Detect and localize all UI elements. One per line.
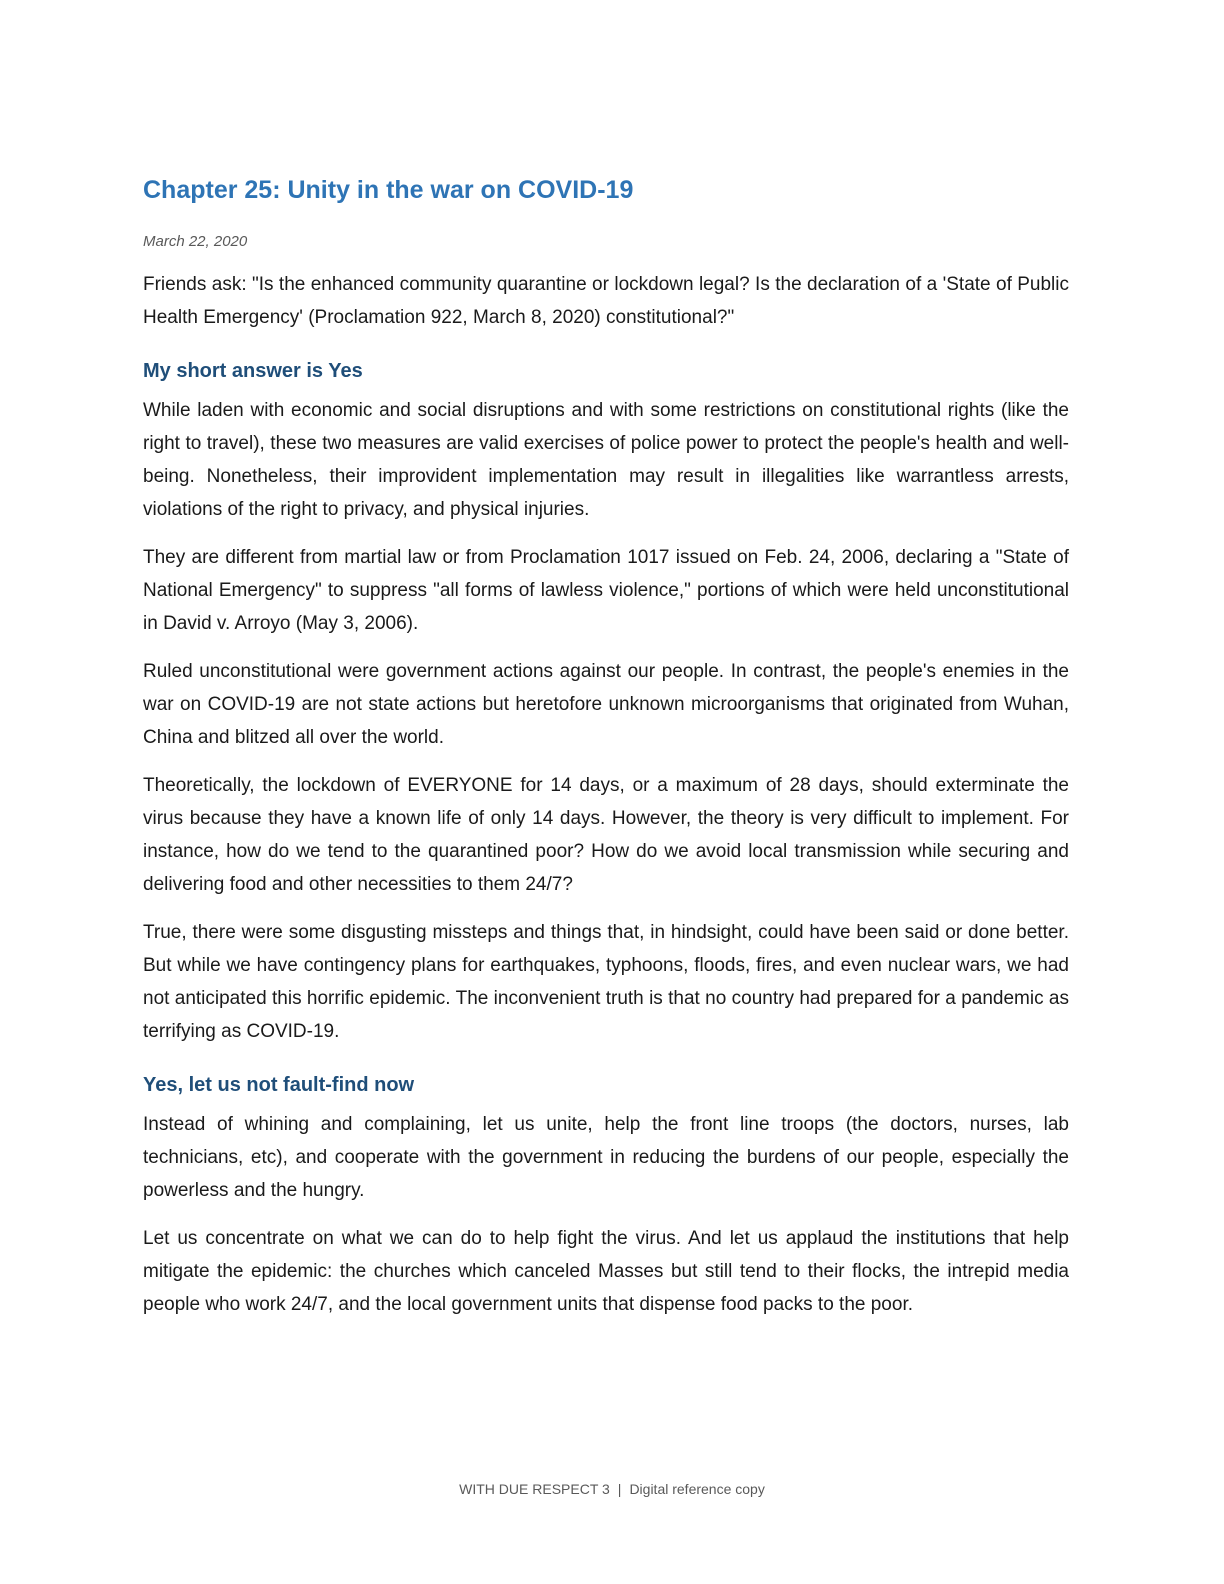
chapter-date: March 22, 2020: [143, 233, 248, 250]
section-heading-short-answer: My short answer is Yes: [143, 360, 363, 382]
body-paragraph: Let us concentrate on what we can do to help fight the virus. And let us applaud the institutions that help mitigate the epidemic: the churches which canceled Masses but still tend to their flocks, the intrepid media people who work 24/7, and the local government units that dispense food packs to the poor.: [143, 1228, 1069, 1315]
footer-book-title: WITH DUE RESPECT 3: [459, 1481, 610, 1497]
body-paragraph: While laden with economic and social disruptions and with some restrictions on constitutional rights (like the right to travel), these two measures are valid exercises of police power to protect the people's health and well-being. Nonetheless, their improvident implementation may result in illegalities like warrantless arrests, violations of the right to privacy, and physical injuries.: [143, 400, 1069, 520]
body-paragraph: Theoretically, the lockdown of EVERYONE for 14 days, or a maximum of 28 days, should exterminate the virus because they have a known life of only 14 days. However, the theory is very difficult to implement. For instance, how do we tend to the quarantined poor? How do we avoid local transmission while securing and delivering food and other necessities to them 24/7?: [143, 775, 1069, 895]
intro-paragraph: Friends ask: "Is the enhanced community quarantine or lockdown legal? Is the declaration of a 'State of Public Health Emergency' (Proclamation 922, March 8, 2020) constitutional?": [143, 274, 1069, 328]
body-paragraph: True, there were some disgusting missteps and things that, in hindsight, could have been said or done better. But while we have contingency plans for earthquakes, typhoons, floods, fires, and even nuclear wars, we had not anticipated this horrific epidemic. The inconvenient truth is that no country had prepared for a pandemic as terrifying as COVID-19.: [143, 922, 1069, 1042]
footer-note: Digital reference copy: [629, 1481, 765, 1497]
body-paragraph: Ruled unconstitutional were government actions against our people. In contrast, the people's enemies in the war on COVID-19 are not state actions but heretofore unknown microorganisms that originated from Wuhan, China and blitzed all over the world.: [143, 661, 1069, 748]
chapter-title: Chapter 25: Unity in the war on COVID-19: [143, 176, 634, 204]
page-footer: [0, 1479, 1224, 1499]
body-paragraph: Instead of whining and complaining, let us unite, help the front line troops (the doctors, nurses, lab technicians, etc), and cooperate with the government in reducing the burdens of our people, especially the powerless and the hungry.: [143, 1114, 1069, 1201]
section-heading-fault-find: Yes, let us not fault-find now: [143, 1074, 415, 1096]
document-page: [143, 170, 1069, 1336]
footer-separator: |: [617, 1481, 622, 1497]
body-paragraph: They are different from martial law or from Proclamation 1017 issued on Feb. 24, 2006, declaring a "State of National Emergency" to suppress "all forms of lawless violence," portions of which were held unconstitutional in David v. Arroyo (May 3, 2006).: [143, 547, 1069, 634]
